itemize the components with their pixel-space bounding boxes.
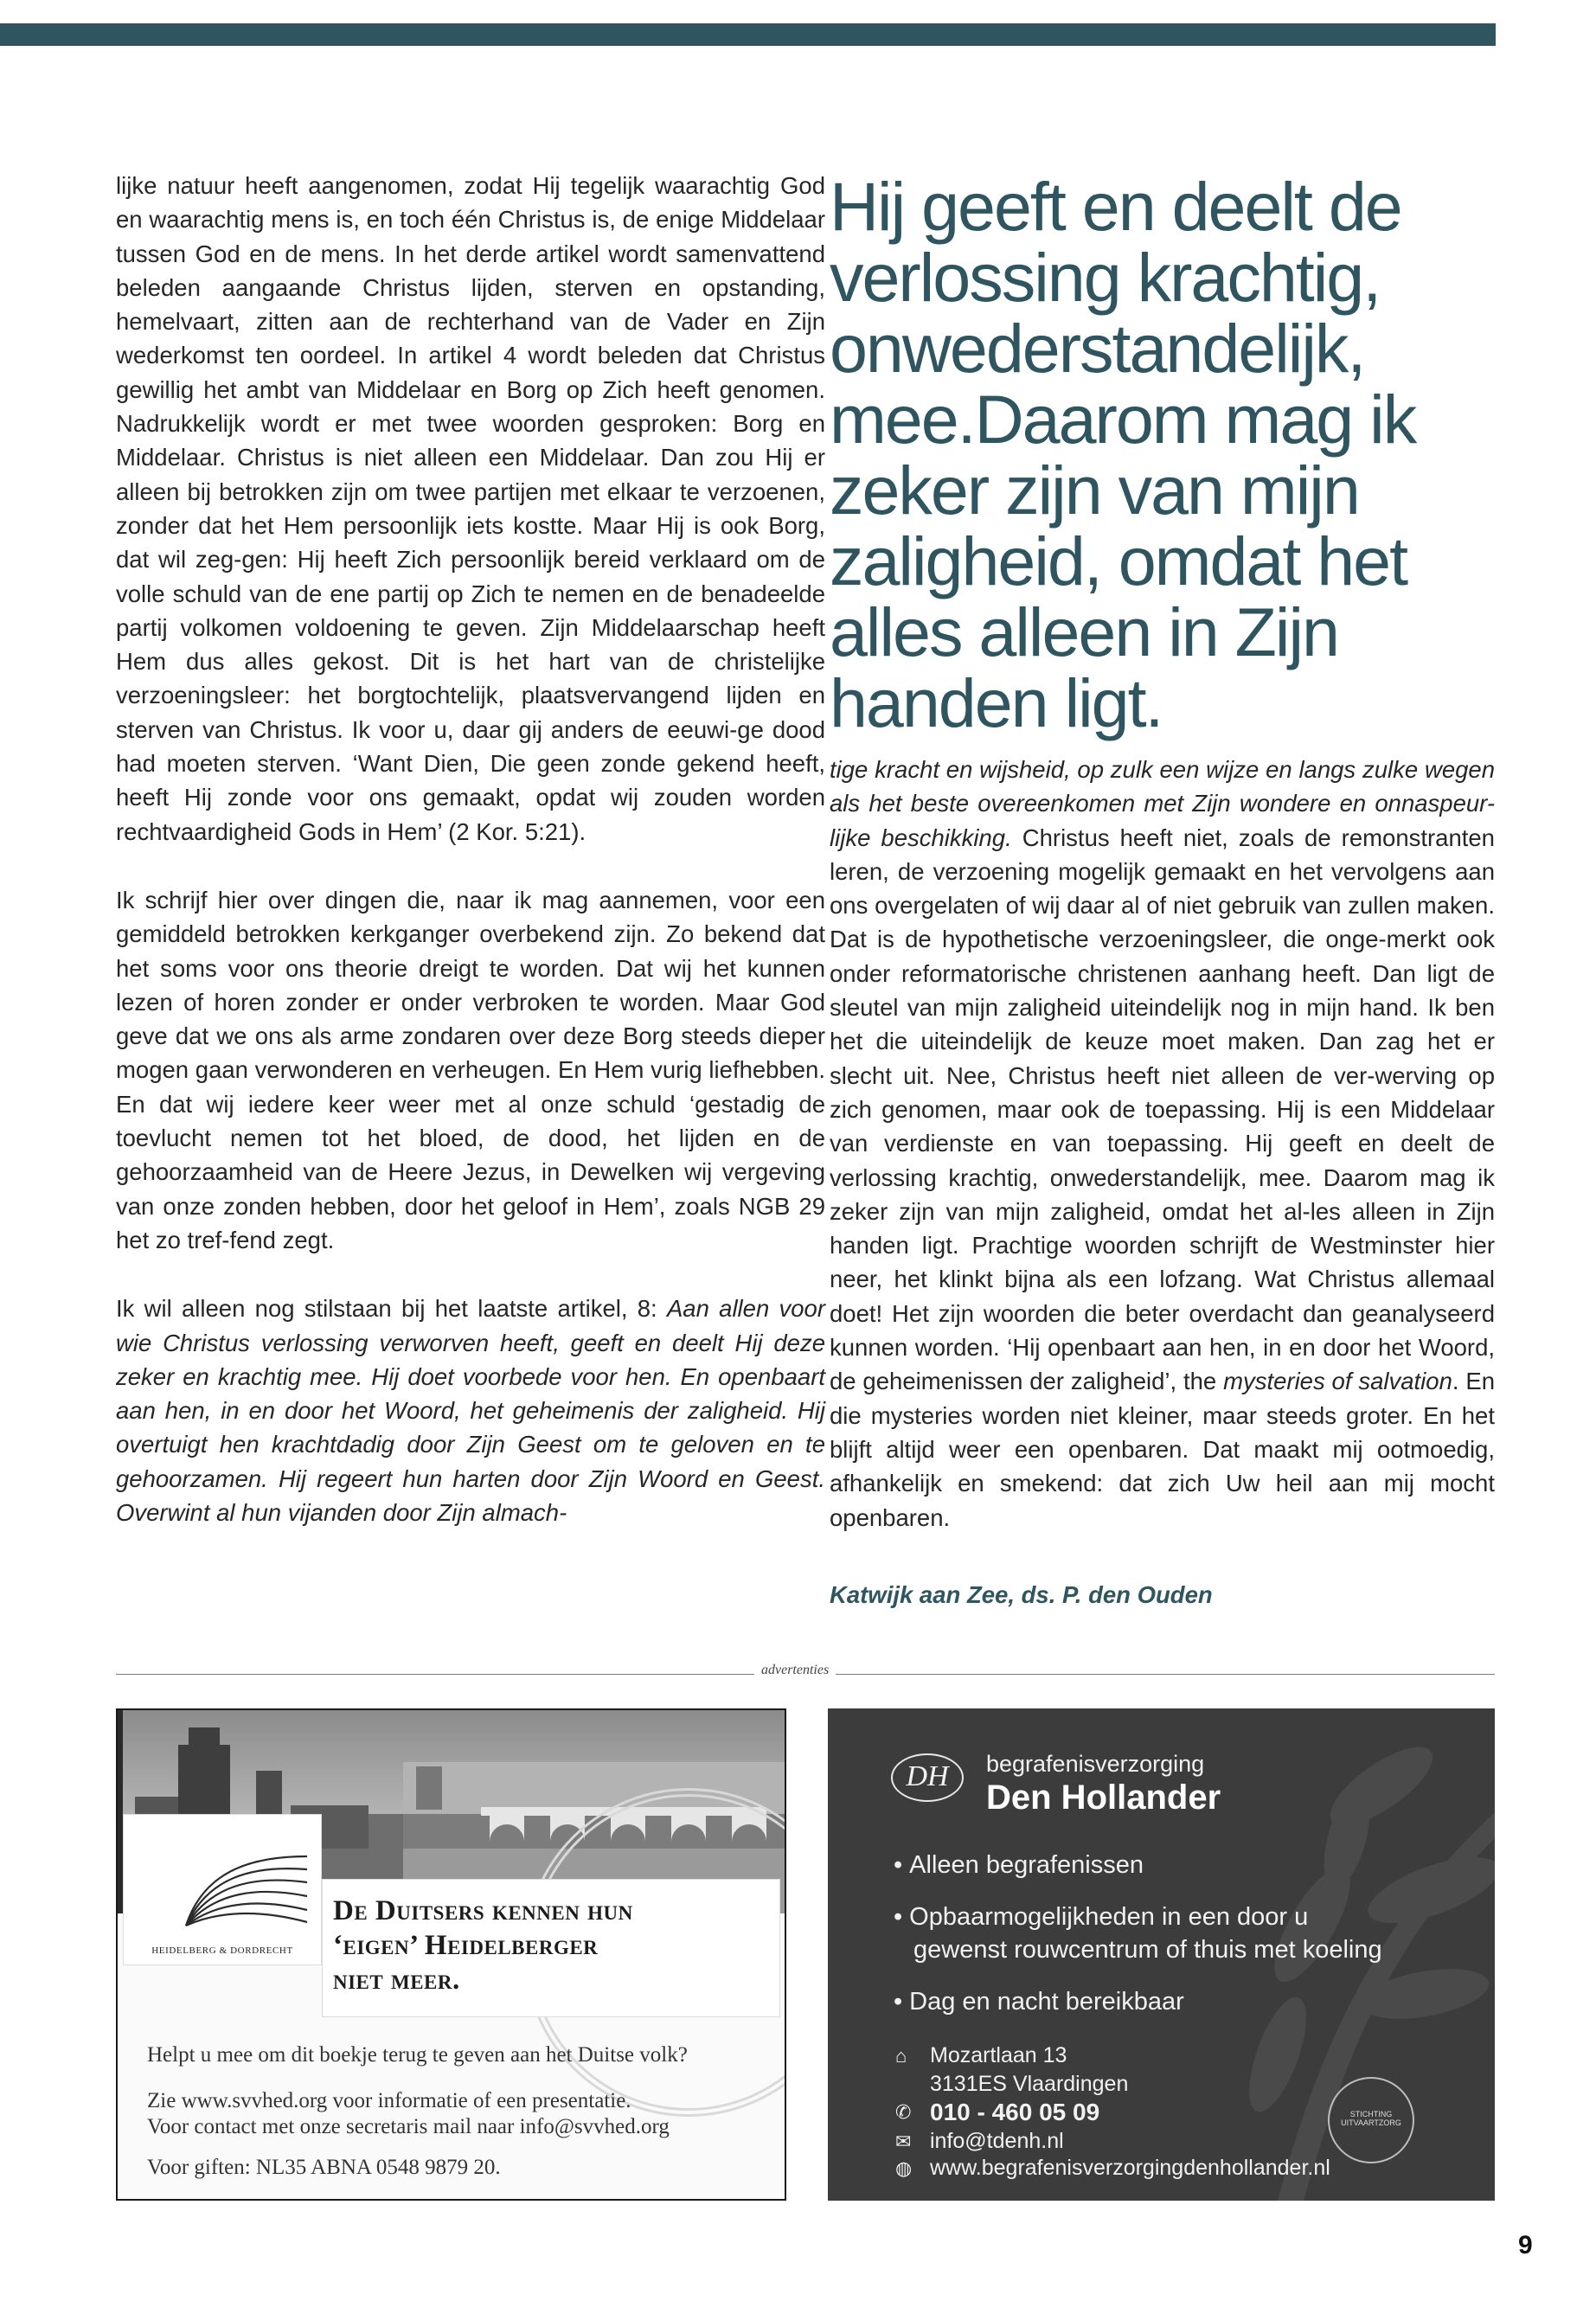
bullet-text: Alleen begrafenissen xyxy=(909,1851,1144,1879)
advertisement-den-hollander[interactable] xyxy=(828,1708,1495,2201)
pull-quote xyxy=(830,168,1496,741)
phone-number[interactable]: 010 - 460 05 09 xyxy=(930,2099,1100,2125)
service-bullet: • Dag en nacht bereikbaar xyxy=(894,1988,1184,2016)
pull-quote-line: zaligheid, omdat het xyxy=(830,522,1407,599)
article-paragraph xyxy=(116,1292,825,1529)
pull-quote-line: handen ligt. xyxy=(830,664,1163,741)
logo-caption: HEIDELBERG & DORDRECHT xyxy=(151,1945,293,1956)
quoted-article-text: tige kracht en wijsheid, op zulk een wijze en langs zulke wegen als het beste overeenkomen met Zijn wondere en onnaspeur-lijke beschikking. xyxy=(830,756,1495,851)
pull-quote-line: alles alleen in Zijn xyxy=(830,593,1338,670)
article-paragraph: Ik schrijf hier over dingen die, naar ik mag aannemen, voor een gemiddeld betrokken kerkganger overbekend zijn. Zo bekend dat het soms voor ons theorie dreigt te worden. Dat wij het kunnen lezen of horen zonder er onder verbroken te worden. Maar God geve dat we ons als arme zondaren over deze Borg steeds dieper mogen gaan verwonderen en verheugen. En Hem vurig liefhebben. En dat wij iedere keer weer met al onze schuld ‘gestadig de toevlucht nemen tot het bloed, de dood, het lijden en de gehoorzaamheid van de Heere Jezus, in Dewelken wij vergeving van onze zonden hebben, door het geloof in Hem’, zoals NGB 29 het zo tref-fend zegt. xyxy=(116,886,825,1253)
paragraph-text: . En die mysteries worden niet kleiner, maar steeds groter. En het blijft altijd weer een openbaren. Dat maakt mij ootmoedig, afhankelijk en smekend: dat zich Uw heil aan mij mocht openbaren. xyxy=(830,1368,1495,1531)
pull-quote-line: Hij geeft en deelt de xyxy=(830,168,1401,245)
mail-icon: ✉ xyxy=(895,2131,912,2152)
service-bullet: • Opbaarmogelijkheden in een door u xyxy=(894,1903,1309,1931)
ad-contact-line: Voor contact met onze secretaris mail naar info@svvhed.org xyxy=(147,2115,670,2138)
pull-quote-line: verlossing krachtig, xyxy=(830,239,1381,316)
ads-label: advertenties xyxy=(754,1663,836,1678)
service-bullet: • Alleen begrafenissen xyxy=(894,1851,1144,1879)
article-right-column xyxy=(830,753,1495,1535)
headline-line: niet meer. xyxy=(333,1965,460,1996)
brand-name: Den Hollander xyxy=(986,1779,1221,1817)
ad-info-line: Zie www.svvhed.org voor informatie of een presentatie. xyxy=(147,2089,631,2112)
quoted-article-text: Aan allen voor wie Christus verlossing verworven heeft, geeft en deelt Hij deze zeker en krachtig mee. Hij doet voorbede voor hen. En openbaart aan hen, in en door het Woord, het geheimenis der zaligheid. Hij overtuigt hen krachtdadig door Zijn Geest om te geloven en te gehoorzamen. Hij regeert hun harten door Zijn Woord en Geest. Overwint al hun vijanden door Zijn almach- xyxy=(116,1295,826,1526)
website-link[interactable]: www.begrafenisverzorgingdenhollander.nl xyxy=(930,2156,1330,2180)
email-link[interactable]: info@tdenh.nl xyxy=(930,2129,1064,2153)
header-color-bar xyxy=(0,23,1496,46)
article-paragraph: lijke natuur heeft aangenomen, zodat Hij tegelijk waarachtig God en waarachtig mens is, en toch één Christus is, de enige Middelaar tussen God en de mens. In het derde artikel wordt samenvattend beleden aangaande Christus lijden, sterven en opstanding, hemelvaart, zitten aan de rechterhand van de Vader en Zijn wederkomst ten oordeel. In artikel 4 wordt beleden dat Christus gewillig het ambt van Middelaar en Borg op Zich heeft genomen. Nadrukkelijk wordt er met twee woorden gesproken: Borg en Middelaar. Christus is niet alleen een Middelaar. Dan zou Hij er alleen bij betrokken zijn om twee partijen met elkaar te verzoenen, zonder dat het Hem persoonlijk iets kostte. Maar Hij is ook Borg, dat wil zeg-gen: Hij heeft Zich persoonlijk bereid verklaard om de volle schuld van de ene partij op Zich te nemen en de benadeelde partij volkomen voldoening te geven. Zijn Middelaarschap heeft Hem dus alles gekost. Dit is het hart van de christelijke verzoeningsleer: het borgtochtelijk, plaatsvervangend lijden en sterven van Christus. Ik voor u, daar gij anders de eeuwi-ge dood had moeten sterven. ‘Want Dien, Die geen zonde gekend heeft, heeft Hij zonde voor ons gemaakt, opdat wij zouden worden rechtvaardigheid Gods in Hem’ (2 Kor. 5:21). xyxy=(116,172,825,845)
globe-icon: ◍ xyxy=(895,2157,913,2179)
phone-icon: ✆ xyxy=(895,2101,912,2123)
den-hollander-logo: DH xyxy=(891,1753,964,1802)
brand-tagline: begrafenisverzorging xyxy=(986,1751,1205,1777)
ad-donation-line: Voor giften: NL35 ABNA 0548 9879 20. xyxy=(147,2156,501,2179)
bullet-text: Opbaarmogelijkheden in een door u xyxy=(909,1903,1309,1931)
address-street: Mozartlaan 13 xyxy=(930,2043,1067,2067)
pull-quote-line: zeker zijn van mijn xyxy=(830,452,1359,529)
home-icon: ⌂ xyxy=(895,2045,907,2067)
service-bullet-continued: gewenst rouwcentrum of thuis met koeling xyxy=(913,1936,1382,1964)
headline-line: De Duitsers kennen hun xyxy=(333,1895,633,1926)
advertisement-heidelberger[interactable] xyxy=(116,1708,786,2201)
pull-quote-line: onwederstandelijk, xyxy=(830,310,1365,387)
uitvaartzorg-seal: STICHTING UITVAARTZORG xyxy=(1328,2077,1414,2163)
ad-headline xyxy=(322,1879,780,2017)
paragraph-intro: Ik wil alleen nog stilstaan bij het laatste artikel, 8: xyxy=(116,1295,667,1323)
bullet-text: Dag en nacht bereikbaar xyxy=(909,1988,1184,2016)
heidelberg-dordrecht-logo xyxy=(123,1814,322,1965)
paragraph-text: Christus heeft niet, zoals de remonstranten leren, de verzoening mogelijk gemaakt en het vervolgens aan ons overgelaten of wij daar al of niet gebruik van zullen maken. Dat is de hypothetische verzoeningsleer, die onge-merkt ook onder reformatorische christenen aanhang heeft. Dan ligt de sleutel van mijn zaligheid uiteindelijk nog in mijn hand. Ik ben het die uiteindelijk de keuze moet maken. Dan zag het er slecht uit. Nee, Christus heeft niet alleen de ver-werving op zich genomen, maar ook de toepassing. Hij is een Middelaar van verdienste en van toepassing. Hij geeft en deelt de verlossing krachtig, onwederstandelijk, mee. Daarom mag ik zeker zijn van mijn zaligheid, omdat het al-les alleen in Zijn handen ligt. Prachtige woorden schrijft de Westminster hier neer, het klinkt bijna als een lofzang. Wat Christus allemaal doet! Het zijn woorden die beter overdacht dan geanalyseerd kunnen worden. ‘Hij openbaart aan hen, in en door het Woord, de geheimenissen der zaligheid’, the xyxy=(830,824,1495,1395)
emphasis-text: mysteries of salvation xyxy=(1223,1368,1452,1395)
headline-line: ‘eigen’ Heidelberger xyxy=(333,1930,599,1961)
pull-quote-line: mee.Daarom mag ik xyxy=(830,381,1416,458)
ad-call-to-action: Helpt u mee om dit boekje terug te geven aan het Duitse volk? xyxy=(147,2043,688,2067)
article-left-column xyxy=(116,169,825,1529)
address-city: 3131ES Vlaardingen xyxy=(930,2072,1129,2096)
author-signature: Katwijk aan Zee, ds. P. den Ouden xyxy=(830,1581,1213,1608)
page-number: 9 xyxy=(1518,2231,1533,2259)
article-paragraph xyxy=(830,753,1495,1535)
